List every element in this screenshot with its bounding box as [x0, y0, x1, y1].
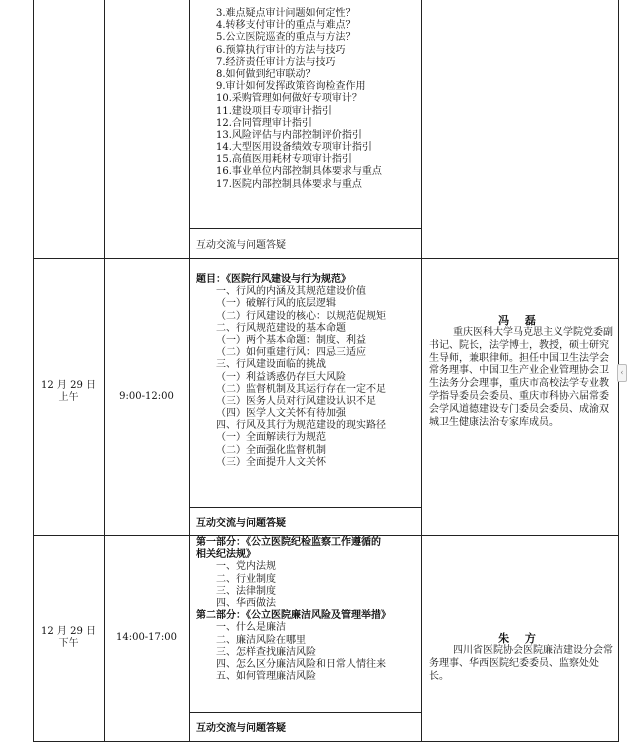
row2-date [33, 380, 104, 404]
row3-qa-label: 互动交流与问题答疑 [196, 723, 286, 734]
part-title: 第一部分：《公立医院纪检监察工作遵循的 [196, 537, 381, 548]
content-item: 4.转移支付审计的重点与难点？ [216, 20, 356, 32]
content-item: 四、华西做法 [216, 597, 276, 609]
row2-content-list [196, 274, 386, 469]
grid-line-date-time [104, 0, 105, 742]
period-label: 上午 [58, 392, 79, 404]
row3-content-list [196, 537, 391, 683]
content-item: 16.事业单位内部控制具体要求与重点 [216, 166, 382, 178]
content-item: 三、法律制度 [216, 585, 276, 597]
row3-speaker-bio: 四川省医院协会医院廉洁建设分会常务理事、华西医院纪委委员、监察处处长。 [429, 645, 613, 682]
content-item: 8.如何做到纪审联动？ [216, 68, 316, 80]
content-item: 五、如何管理廉洁风险 [216, 671, 316, 683]
content-item: （二）监督机制及其运行存在一定不足 [216, 383, 386, 395]
content-item: 13.风险评估与内部控制评价指引 [216, 129, 362, 141]
content-item: 12.合同管理审计指引 [216, 117, 312, 129]
qa-separator-row1 [189, 228, 422, 229]
part-title: 第二部分：《公立医院廉洁风险及管理举措》 [196, 610, 391, 622]
content-item: 6.预算执行审计的方法与技巧 [216, 44, 346, 56]
content-item: （二）全面强化监督机制 [216, 444, 326, 456]
content-item: 14.大型医用设备绩效专项审计指引 [216, 142, 372, 154]
content-item: 7.经济责任审计方法与技巧 [216, 56, 336, 68]
row1-content-list [216, 8, 382, 191]
content-item: 四、怎么区分廉洁风险和日常人情往来 [216, 658, 386, 670]
content-item: 17.医院内部控制具体要求与重点 [216, 178, 362, 190]
period-label: 下午 [58, 638, 79, 650]
grid-line-time-content [189, 0, 190, 742]
qa-separator-row3 [189, 712, 422, 713]
content-item: 二、廉洁风险在哪里 [216, 634, 306, 646]
schedule-table [33, 0, 619, 742]
content-item: 二、行业制度 [216, 573, 276, 585]
row3-time: 14:00-17:00 [115, 632, 177, 643]
content-item: 10.采购管理如何做好专项审计？ [216, 93, 362, 105]
content-item: （三）医务人员对行风建设认识不足 [216, 395, 376, 407]
date-label: 12 月 29 日 [41, 380, 96, 391]
row-separator-2 [33, 535, 619, 536]
row1-qa-label: 互动交流与问题答疑 [196, 240, 286, 251]
content-item: 一、党内法规 [216, 561, 276, 573]
content-item: 三、行风建设面临的挑战 [216, 359, 326, 371]
content-item: （一）破解行风的底层逻辑 [216, 298, 336, 310]
content-item: （二）如何重建行风：四忌三适应 [216, 347, 366, 359]
row3-date [33, 626, 104, 650]
content-item: 9.审计如何发挥政策咨询检查作用 [216, 81, 366, 93]
date-label: 12 月 29 日 [41, 626, 96, 637]
content-item: 5.公立医院巡查的重点与方法？ [216, 32, 356, 44]
part-title: 相关纪法规》 [196, 549, 256, 561]
row2-qa-label: 互动交流与问题答疑 [196, 518, 286, 529]
content-item: 一、行风的内涵及其规范建设价值 [216, 286, 366, 298]
qa-separator-row2 [189, 507, 422, 508]
content-item: 一、什么是廉洁 [216, 622, 286, 634]
content-item: （二）行风建设的核心：以规范促规矩 [216, 310, 386, 322]
row2-speaker-name: 冯 磊 [498, 314, 542, 327]
content-item: （一）全面解读行为规范 [216, 432, 326, 444]
side-collapse-handle[interactable]: ‹ [617, 364, 627, 382]
row-separator-1 [33, 258, 619, 259]
content-item: （三）全面提升人文关怀 [216, 456, 326, 468]
content-item: 四、行风及其行为规范建设的现实路径 [216, 420, 386, 432]
row2-time: 9:00-12:00 [119, 391, 174, 402]
row2-speaker-bio: 重庆医科大学马克思主义学院党委副书记、院长，法学博士，教授，硕士研究生导师，兼职律师。担任中国卫生法学会常务理事、中国卫生产业企业管理协会卫生法务分会理事，重庆市高校法学专业教学指导委员会委员、重庆市科协六届常委会学风道德建设专门委员会委员、成渝双城卫生健康法治专家库成员。 [429, 327, 613, 428]
content-item: 三、怎样查找廉洁风险 [216, 646, 316, 658]
row3-speaker-name: 朱 方 [498, 632, 542, 645]
content-item: 3.难点疑点审计问题如何定性？ [216, 8, 356, 19]
lecture-title: 题目：《医院行风建设与行为规范》 [196, 274, 351, 285]
content-item: 15.高值医用耗材专项审计指引 [216, 154, 352, 166]
content-item: （一）利益诱惑仍存巨大风险 [216, 371, 346, 383]
table-bottom-border [33, 741, 619, 742]
content-item: （一）两个基本命题：制度、利益 [216, 334, 366, 346]
content-item: 二、行风规范建设的基本命题 [216, 322, 346, 334]
content-item: 11.建设项目专项审计指引 [216, 105, 332, 117]
content-item: （四）医学人文关怀有待加强 [216, 408, 346, 420]
